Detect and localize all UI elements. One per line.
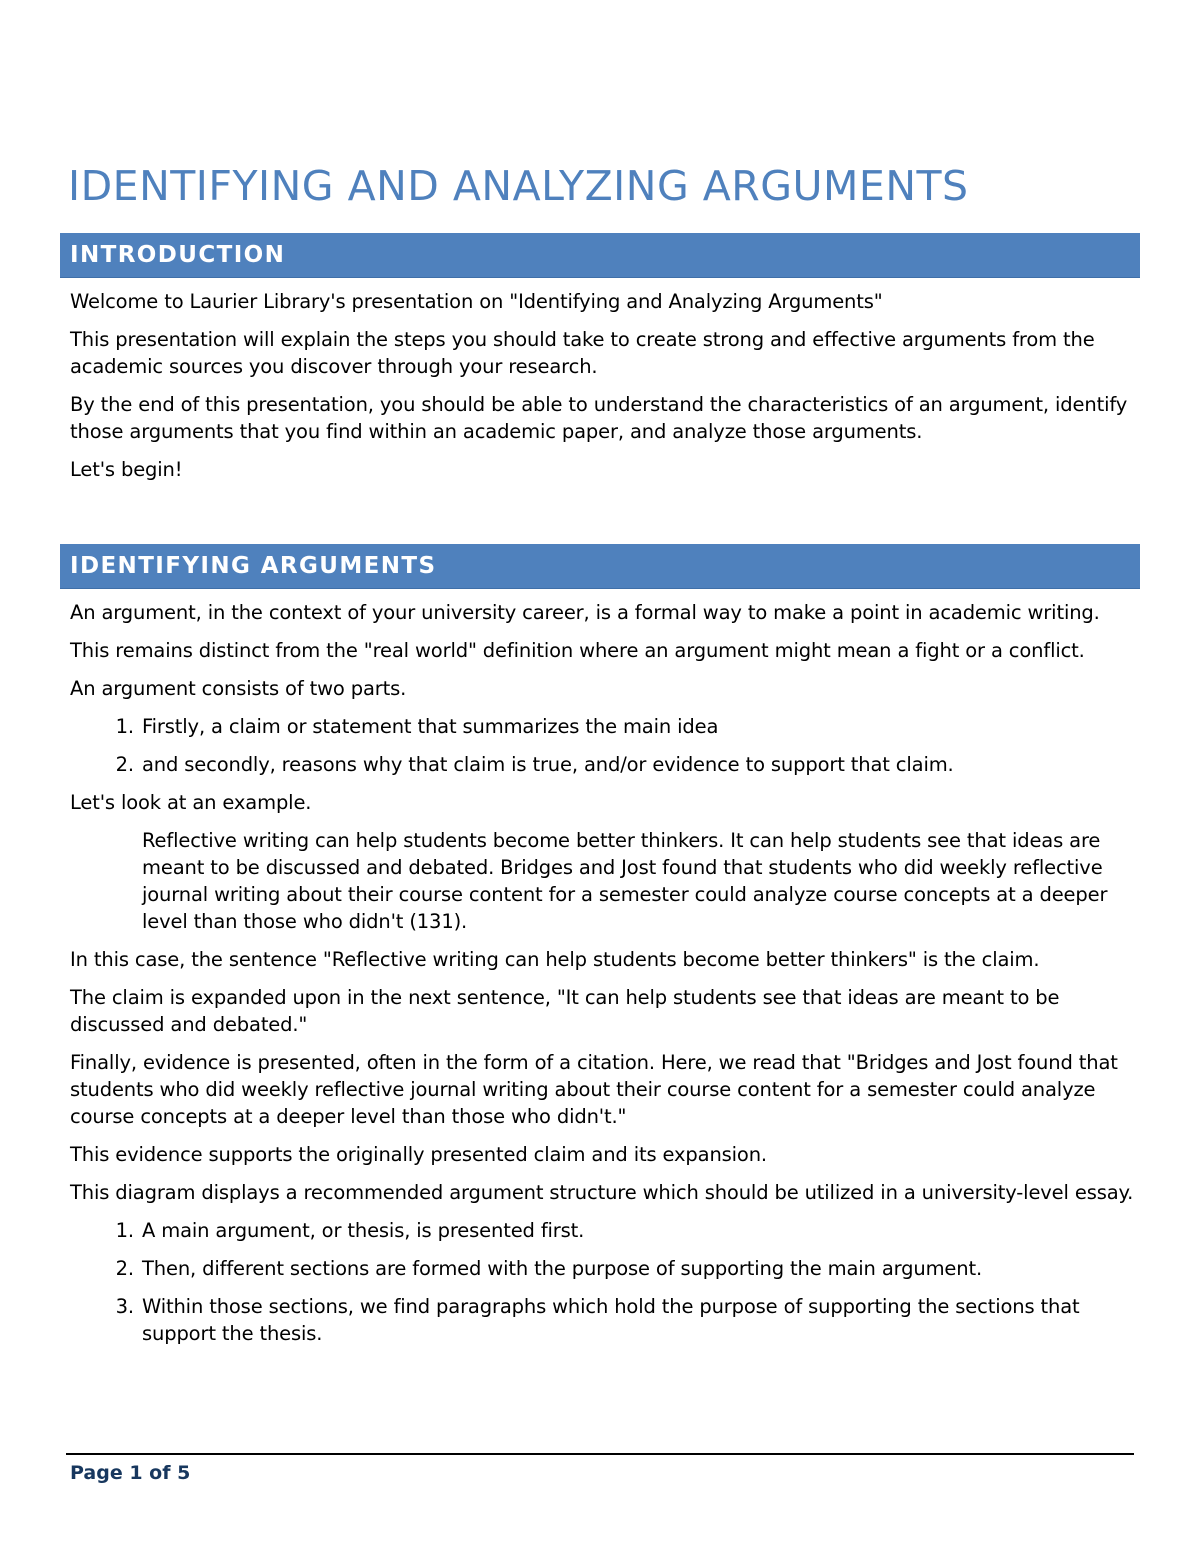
section-body-identifying-arguments (70, 599, 1140, 1358)
footer-divider (66, 1453, 1134, 1455)
section-heading-identifying-arguments: IDENTIFYING ARGUMENTS (60, 544, 1140, 589)
body-paragraph: The claim is expanded upon in the next sentence, "It can help students see that ideas are meant to be discussed and debated." (70, 986, 1060, 1036)
body-paragraph: Let's look at an example. (70, 791, 312, 814)
intro-paragraph: By the end of this presentation, you should be able to understand the characteristics of an argument, identify those arguments that you find within an academic paper, and analyze those arguments. (70, 393, 1128, 443)
section-heading-introduction: INTRODUCTION (60, 233, 1140, 278)
list-item: 2. and secondly, reasons why that claim is true, and/or evidence to support that claim. (140, 751, 1140, 778)
list-item: 1. Firstly, a claim or statement that summarizes the main idea (140, 713, 1140, 740)
body-paragraph: This evidence supports the originally presented claim and its expansion. (70, 1143, 767, 1166)
body-paragraph: This remains distinct from the "real world" definition where an argument might mean a fight or a conflict. (70, 639, 1085, 662)
intro-paragraph: Welcome to Laurier Library's presentation on "Identifying and Analyzing Arguments" (70, 290, 883, 313)
document-title: IDENTIFYING AND ANALYZING ARGUMENTS (68, 162, 969, 210)
list-item: 1. A main argument, or thesis, is presented first. (140, 1217, 1140, 1244)
list-item: 2. Then, different sections are formed with the purpose of supporting the main argument. (140, 1255, 1140, 1282)
body-paragraph: An argument consists of two parts. (70, 677, 407, 700)
body-paragraph: In this case, the sentence "Reflective writing can help students become better thinkers" is the claim. (70, 948, 1040, 971)
example-quote: Reflective writing can help students become better thinkers. It can help students see that ideas are meant to be discussed and debated. Bridges and Jost found that students who did weekly reflective journal writing about their course content for a semester could analyze course concepts at a deeper level than those who didn't (131). (142, 829, 1108, 933)
intro-paragraph: Let's begin! (70, 458, 183, 481)
intro-paragraph: This presentation will explain the steps you should take to create strong and effective arguments from the academic sources you discover through your research. (70, 328, 1095, 378)
page-number: Page 1 of 5 (70, 1462, 191, 1484)
body-paragraph: Finally, evidence is presented, often in the form of a citation. Here, we read that "Bridges and Jost found that students who did weekly reflective journal writing about their course content for a semester could analyze course concepts at a deeper level than those who didn't." (70, 1051, 1118, 1128)
body-paragraph: An argument, in the context of your university career, is a formal way to make a point in academic writing. (70, 601, 1100, 624)
argument-parts-list (70, 713, 1140, 778)
argument-structure-list (70, 1217, 1140, 1347)
section-body-introduction (70, 288, 1140, 494)
body-paragraph: This diagram displays a recommended argument structure which should be utilized in a university-level essay. (70, 1181, 1134, 1204)
list-item: 3. Within those sections, we find paragraphs which hold the purpose of supporting the sections that support the thesis. (140, 1293, 1140, 1347)
